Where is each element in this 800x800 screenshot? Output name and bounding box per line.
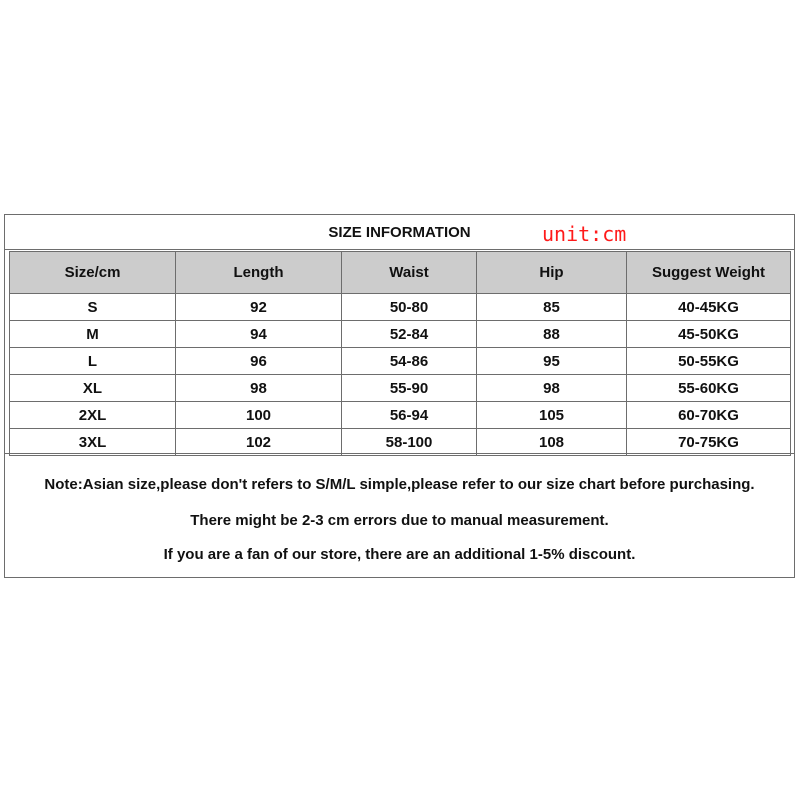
table-row [10,321,791,348]
notes-section [5,453,794,577]
table-row [10,294,791,321]
note-fan-discount: If you are a fan of our store, there are an additional 1-5% discount. [163,546,636,563]
cell-waist: 52-84 [342,321,477,348]
table-row [10,402,791,429]
cell-weight: 55-60KG [627,375,791,402]
cell-waist: 55-90 [342,375,477,402]
size-table [9,251,791,456]
unit-label: unit:cm [542,222,627,246]
cell-hip: 85 [477,294,627,321]
table-header-row [10,252,791,294]
chart-title: SIZE INFORMATION [328,224,471,241]
size-chart [4,214,795,578]
cell-waist: 54-86 [342,348,477,375]
title-row [5,215,794,250]
note-asian-size: Note:Asian size,please don't refers to S/M/L simple,please refer to our size chart before purchasing. [44,476,755,493]
cell-length: 96 [176,348,342,375]
header-size: Size/cm [10,252,176,294]
cell-hip: 98 [477,375,627,402]
header-suggest-weight: Suggest Weight [627,252,791,294]
cell-waist: 58-100 [342,429,477,456]
cell-length: 98 [176,375,342,402]
cell-weight: 45-50KG [627,321,791,348]
cell-hip: 108 [477,429,627,456]
header-length: Length [176,252,342,294]
cell-size: S [10,294,176,321]
cell-length: 102 [176,429,342,456]
table-row [10,348,791,375]
cell-weight: 50-55KG [627,348,791,375]
cell-weight: 40-45KG [627,294,791,321]
header-waist: Waist [342,252,477,294]
header-hip: Hip [477,252,627,294]
cell-hip: 88 [477,321,627,348]
cell-length: 94 [176,321,342,348]
cell-length: 92 [176,294,342,321]
table-row [10,429,791,456]
cell-size: L [10,348,176,375]
cell-size: M [10,321,176,348]
cell-weight: 70-75KG [627,429,791,456]
cell-size: 3XL [10,429,176,456]
note-measurement-error: There might be 2-3 cm errors due to manual measurement. [190,512,609,529]
cell-size: 2XL [10,402,176,429]
cell-weight: 60-70KG [627,402,791,429]
cell-hip: 105 [477,402,627,429]
cell-length: 100 [176,402,342,429]
cell-waist: 50-80 [342,294,477,321]
cell-size: XL [10,375,176,402]
table-row [10,375,791,402]
cell-hip: 95 [477,348,627,375]
cell-waist: 56-94 [342,402,477,429]
